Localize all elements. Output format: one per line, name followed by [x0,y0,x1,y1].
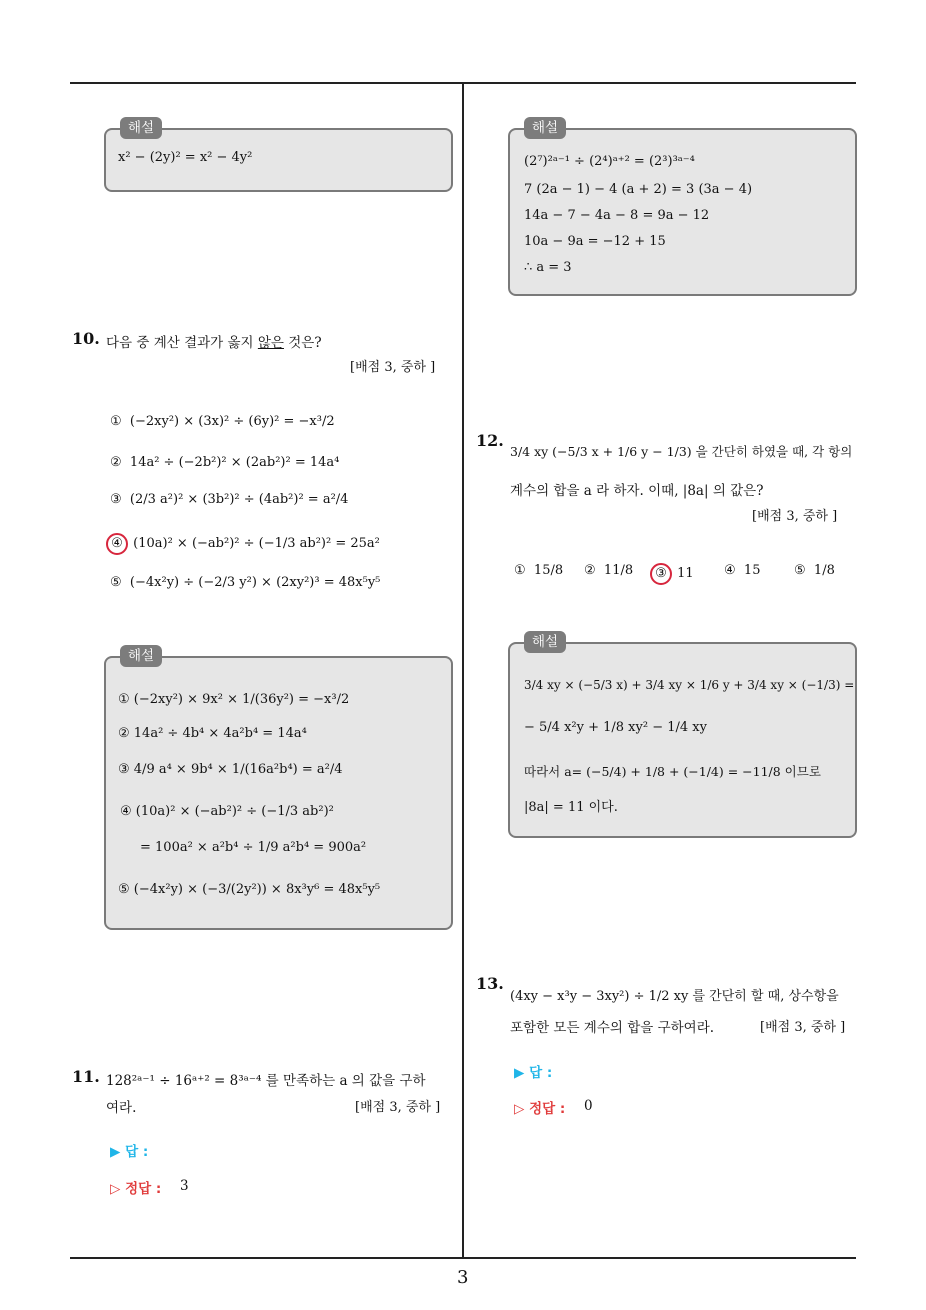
q11-explanation-box [508,120,857,296]
q10-explanation-line-1: ① (−2xy²) × 9x² × 1/(36y²) = −x³/2 [118,692,350,707]
q11-answer-label: ▶ 답 : [110,1144,149,1160]
q12-option-5-mark: ⑤ [794,563,806,578]
q10-text-underline: 않은 [257,335,284,351]
q12-option-4-mark: ④ [724,563,736,578]
q11-explanation-line-1: (2⁷)²ᵃ⁻¹ ÷ (2⁴)ᵃ⁺² = (2³)³ᵃ⁻⁴ [524,154,695,169]
q10-option-5-expr: (−4x²y) ÷ (−2/3 y²) × (2xy²)³ = 48x⁵y⁵ [129,575,381,590]
q11-explanation-line-3: 14a − 7 − 4a − 8 = 9a − 12 [524,208,710,223]
q11-explanation-line-4: 10a − 9a = −12 + 15 [524,234,666,249]
q11-correct-answer-label: ▷ 정답 : [110,1181,162,1197]
q10-explanation-tag: 해설 [120,645,162,667]
q12-explanation-line-4: |8a| = 11 이다. [524,800,618,815]
q10-explanation-line-6: ⑤ (−4x²y) × (−3/(2y²)) × 8x³y⁶ = 48x⁵y⁵ [118,882,381,897]
q12-option-1[interactable] [514,563,563,578]
q10-explanation-line-5: = 100a² × a²b⁴ ÷ 1/9 a²b⁴ = 900a² [140,840,367,855]
q10-text [106,331,322,351]
q10-number: 10. [72,329,100,348]
q12-explanation-line-2: − 5/4 x²y + 1/8 xy² − 1/4 xy [524,720,707,735]
q12-option-5[interactable] [794,563,835,578]
q12-number: 12. [476,431,504,450]
q12-text-line-2: 계수의 합을 a 라 하자. 이때, |8a| 의 값은? [510,483,764,499]
q10-option-4[interactable] [110,533,380,555]
bottom-rule [70,1257,856,1259]
q13-number: 13. [476,974,504,993]
q12-option-1-mark: ① [514,563,526,578]
q10-score: [배점 3, 중하 ] [350,360,436,375]
q12-explanation-line-3: 따라서 a= (−5/4) + 1/8 + (−1/4) = −11/8 이므로 [524,764,821,779]
q10-text-post: 것은? [283,335,322,351]
q10-selected-answer-circle: ④ [106,533,128,555]
q10-option-3[interactable] [110,492,348,507]
q12-option-4[interactable] [724,563,760,578]
q10-option-2-expr: 14a² ÷ (−2b²)² × (2ab²)² = 14a⁴ [129,455,340,470]
q11-correct-answer-value: 3 [180,1178,189,1194]
q13-correct-answer-label: ▷ 정답 : [514,1101,566,1117]
q10-option-3-expr: (2/3 a²)² × (3b²)² ÷ (4ab²)² = a²/4 [129,492,349,507]
q12-explanation-tag: 해설 [524,631,566,653]
q13-text-line-1: (4xy − x³y − 3xy²) ÷ 1/2 xy 를 간단히 할 때, 상수항을 [510,989,839,1004]
q12-option-2-value: 11/8 [603,563,634,578]
q12-explanation-line-1: 3/4 xy × (−5/3 x) + 3/4 xy × 1/6 y + 3/4 xy × (−1/3) = [524,678,855,692]
q11-number: 11. [72,1067,100,1086]
q10-explanation-line-2: ② 14a² ÷ 4b⁴ × 4a²b⁴ = 14a⁴ [118,726,307,741]
q10-text-pre: 다음 중 계산 결과가 옳지 [106,335,258,351]
q10-option-5-mark: ⑤ [110,575,122,590]
q10-option-2[interactable] [110,455,339,470]
q12-score: [배점 3, 중하 ] [752,509,838,524]
q10-option-3-mark: ③ [110,492,122,507]
q11-explanation-line-5: ∴ a = 3 [524,260,572,275]
q11-explanation-tag: 해설 [524,117,566,139]
q11-explanation-line-2: 7 (2a − 1) − 4 (a + 2) = 3 (3a − 4) [524,182,753,197]
q13-text-line-2: 포함한 모든 계수의 합을 구하여라. [510,1020,715,1036]
page-number: 3 [457,1267,469,1288]
q9-explanation-line: x² − (2y)² = x² − 4y² [118,150,253,165]
q10-option-1-expr: (−2xy²) × (3x)² ÷ (6y)² = −x³/2 [129,414,335,429]
q11-text-line-1: 128²ᵃ⁻¹ ÷ 16ᵃ⁺² = 8³ᵃ⁻⁴ 를 만족하는 a 의 값을 구하 [106,1073,426,1089]
q12-option-5-value: 1/8 [813,563,835,578]
q9-explanation-tag: 해설 [120,117,162,139]
q12-text-line-1: 3/4 xy (−5/3 x + 1/6 y − 1/3) 을 간단히 하였을 때, 각 항의 [510,444,853,459]
column-divider [462,84,464,1258]
q10-option-1[interactable] [110,414,335,429]
q12-option-3-value: 11 [677,566,694,581]
q10-explanation-box [104,648,453,930]
q12-option-2-mark: ② [584,563,596,578]
q11-score: [배점 3, 중하 ] [355,1100,441,1115]
q10-explanation-line-3: ③ 4/9 a⁴ × 9b⁴ × 1/(16a²b⁴) = a²/4 [118,762,343,777]
q12-option-4-value: 15 [743,563,761,578]
q10-option-5[interactable] [110,575,380,590]
q12-option-3[interactable] [654,563,694,585]
q10-option-2-mark: ② [110,455,122,470]
q10-option-4-expr: (10a)² × (−ab²)² ÷ (−1/3 ab²)² = 25a² [133,536,380,551]
q9-explanation-box [104,120,453,192]
q12-explanation-box [508,634,857,838]
q10-option-1-mark: ① [110,414,122,429]
q13-correct-answer-value: 0 [584,1098,593,1114]
q10-explanation-line-4: ④ (10a)² × (−ab²)² ÷ (−1/3 ab²)² [120,804,334,819]
q13-score: [배점 3, 중하 ] [760,1020,846,1035]
q11-text-line-2: 여라. [106,1100,137,1116]
q12-option-1-value: 15/8 [533,563,564,578]
q12-selected-answer-circle: ③ [650,563,672,585]
q13-answer-label: ▶ 답 : [514,1065,553,1081]
q12-option-2[interactable] [584,563,633,578]
